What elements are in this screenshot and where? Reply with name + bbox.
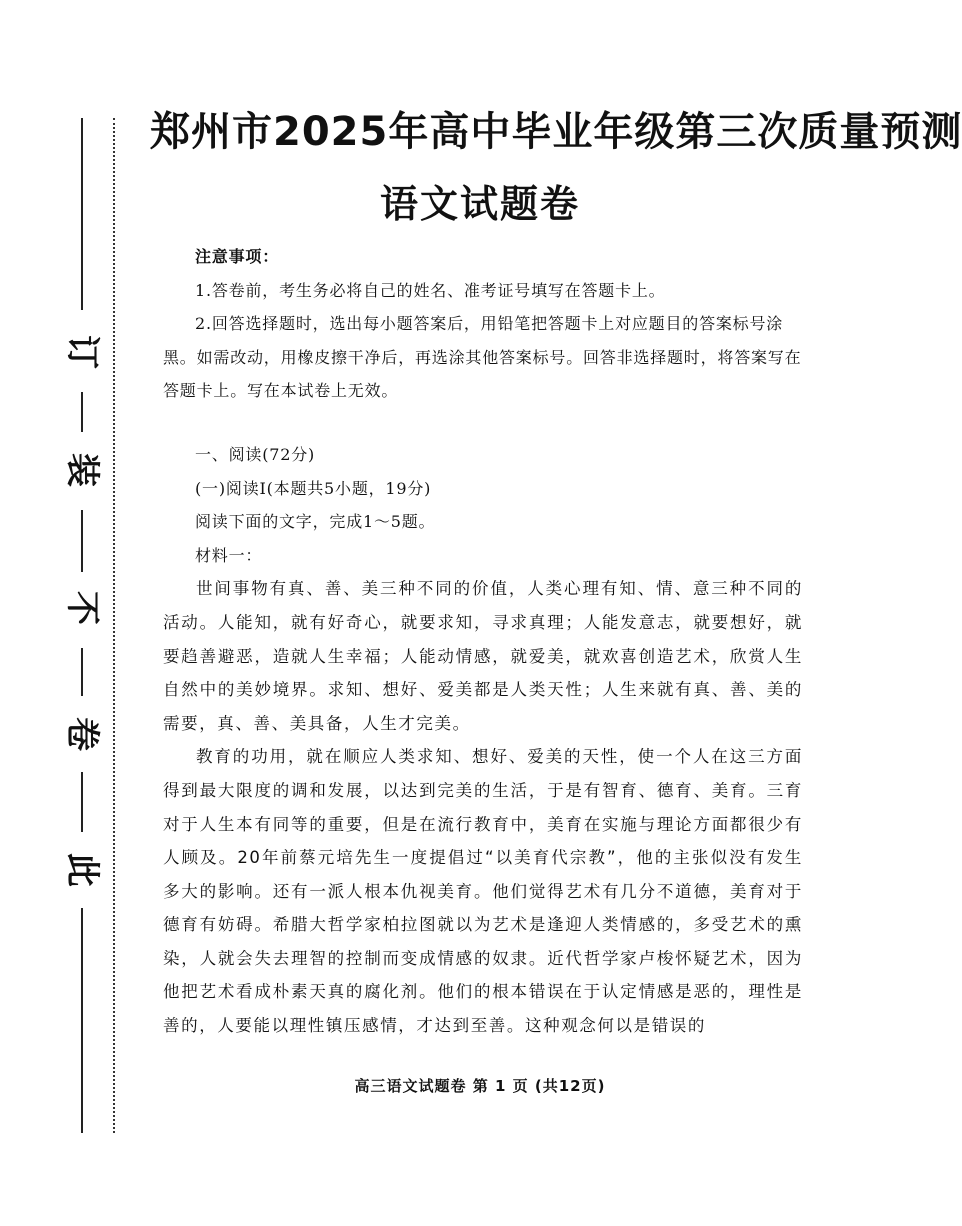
binding-line-segment xyxy=(81,648,83,696)
binding-line-segment xyxy=(81,392,83,432)
binding-char-zhuang: 装 xyxy=(62,453,102,487)
notice-heading: 注意事项： xyxy=(195,247,280,266)
binding-line-segment xyxy=(81,118,83,310)
binding-line-segment xyxy=(81,510,83,572)
binding-line-segment xyxy=(81,908,83,1133)
binding-char-ci: 此 xyxy=(62,853,102,887)
material-label: 材料一： xyxy=(195,545,263,565)
binding-char-juan: 卷 xyxy=(62,717,102,751)
binding-char-ding: 订 xyxy=(62,335,102,369)
part-heading: 一、阅读(72分) xyxy=(195,444,316,464)
sub-heading: (一)阅读Ⅰ(本题共5小题，19分) xyxy=(195,478,432,498)
notice-item-2: 2.回答选择题时，选出每小题答案后，用铅笔把答题卡上对应题目的答案标号涂黑。如需改动，用橡皮擦干净后，再选涂其他答案标号。回答非选择题时，将答案写在答题卡上。写在本试卷上无效。 xyxy=(163,314,802,401)
exam-content xyxy=(163,240,803,1043)
material-paragraph-2: 教育的功用，就在顺应人类求知、想好、爱美的天性，使一个人在这三方面得到最大限度的调和发展，以达到完美的生活，于是有智育、德育、美育。三育对于人生本有同等的重要，但是在流行教育中，美育在实施与理论方面都很少有人顾及。20年前蔡元培先生一度提倡过“以美育代宗教”，他的主张似没有发生多大的影响。还有一派人根本仇视美育。他们觉得艺术有几分不道德，美育对于德育有妨碍。希腊大哲学家柏拉图就以为艺术是逢迎人类情感的，多受艺术的熏染，人就会失去理智的控制而变成情感的奴隶。近代哲学家卢梭怀疑艺术，因为他把艺术看成朴素天真的腐化剂。他们的根本错误在于认定情感是恶的，理性是善的，人要能以理性镇压感情，才达到至善。这种观念何以是错误的 xyxy=(163,747,803,1036)
section-spacer xyxy=(163,408,803,438)
material-paragraph-1: 世间事物有真、善、美三种不同的价值，人类心理有知、情、意三种不同的活动。人能知，就有好奇心，就要求知，寻求真理；人能发意志，就要想好，就要趋善避恶，造就人生幸福；人能动情感，就爱美，就欢喜创造艺术，欣赏人生自然中的美妙境界。求知、想好、爱美都是人类天性；人生来就有真、善、美的需要，真、善、美具备，人生才完美。 xyxy=(163,579,803,733)
binding-line-segment xyxy=(81,772,83,832)
instruction: 阅读下面的文字，完成1～5题。 xyxy=(195,512,436,532)
exam-subtitle: 语文试题卷 xyxy=(379,182,580,226)
page-footer: 高三语文试题卷 第 1 页 (共12页) xyxy=(354,1077,606,1095)
exam-title: 郑州市2025年高中毕业年级第三次质量预测 xyxy=(150,109,962,155)
binding-char-bu: 不 xyxy=(62,591,102,625)
notice-block xyxy=(163,240,803,408)
notice-item-1: 1.答卷前，考生务必将自己的姓名、准考证号填写在答题卡上。 xyxy=(195,280,666,300)
binding-dotted-line xyxy=(113,118,115,1133)
